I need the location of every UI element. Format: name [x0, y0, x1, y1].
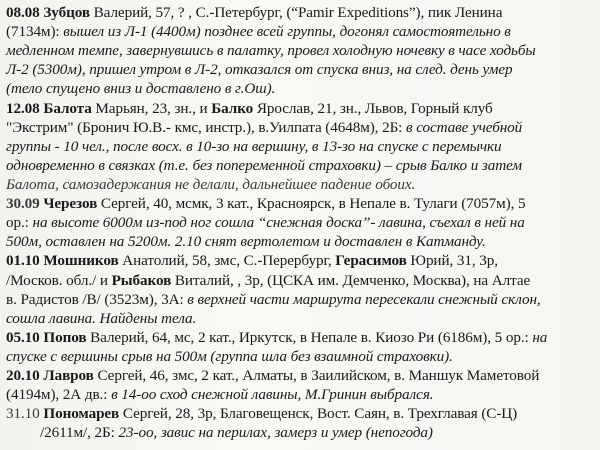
person-name: Зубцов: [43, 4, 90, 21]
text-segment: Марьян, 23, зн., и: [91, 100, 212, 117]
text-segment: Сергей, 40, мсмк, 3 кат., Красноярск, в Непале в. Тулаги (7057м), 5: [97, 195, 526, 212]
text-segment: вышел из Л-1 (4400м) позднее всей группы, догонял самостоятельно в: [63, 23, 511, 40]
text-line: [6, 348, 453, 366]
text-segment: одновременно в связках (т.е. без попеременной страховки): [6, 157, 381, 174]
text-line: [6, 329, 547, 347]
text-segment: спуске с вершины срыв на 500м (группа шла без взаимной страховки).: [6, 348, 453, 365]
person-name: Лавров: [43, 367, 94, 384]
text-line: [6, 272, 530, 290]
text-segment: Валерий, 64, мс, 2 кат., Иркутск, в Непале в. Киозо Ри (6186м), 5 ор.:: [86, 329, 533, 346]
text-segment: Сергей, 28, 3р, Благовещенск, Вост. Саян, в. Трехглавая (С-Ц): [119, 405, 518, 422]
text-line: [6, 23, 511, 41]
text-line: [6, 100, 493, 118]
text-segment: в верхней части маршрута пересекали снежный склон,: [187, 291, 541, 308]
text-line: [6, 4, 502, 22]
text-line: [6, 214, 525, 232]
text-line: [6, 310, 196, 328]
person-name: Попов: [43, 329, 87, 346]
text-segment: (7134м):: [6, 23, 64, 40]
text-segment: Анатолий, 58, змс, С.-Перербург,: [118, 252, 336, 269]
text-segment: Балота, самозадержания не делали, дальнейшее падение обоих.: [6, 176, 416, 193]
text-line: [6, 386, 433, 404]
text-line: [6, 138, 502, 156]
text-segment: медленном темпе, завернувшись в палатку, провел холодную ночевку в часе ходьбы: [6, 42, 536, 59]
text-segment: Виталий, , 3р, (ЦСКА им. Демченко, Москва), на Алтае: [171, 272, 531, 289]
text-segment: в составе учебной: [406, 119, 523, 136]
text-line: [6, 61, 512, 79]
entry-date: 20.10: [6, 367, 44, 384]
text-line: [6, 176, 415, 194]
text-segment: Л-2 (5300м), пришел утром в Л-2, отказался от спуска вниз, на след. день умер: [6, 61, 513, 78]
text-line: [6, 233, 486, 251]
text-segment: 500м, оставлен на 5200м. 2.10 снят вертолетом и доставлен в Катманду.: [6, 233, 486, 250]
text-segment: группы - 10 чел., после восх. в 10-зо на вершину, в 13-зо на спуске с перемычки: [6, 138, 502, 155]
person-name: Черезов: [43, 195, 98, 212]
text-segment: – срыв Балко и затем: [380, 157, 522, 174]
text-segment: Валерий, 57, ? , С.-Петербург, (“Pamir Expeditions”), пик Ленина: [89, 4, 503, 21]
text-segment: Ярослав, 21, зн., Львов, Горный клуб: [253, 100, 493, 117]
entry-date: 01.10: [6, 252, 44, 269]
text-segment: /2611м/, 2Б:: [40, 424, 119, 441]
entry-date: 08.08: [6, 4, 44, 21]
person-name: Герасимов: [335, 252, 407, 269]
entry-date: 05.10: [6, 329, 44, 346]
text-line: [6, 367, 539, 385]
text-segment: сошла лавина. Найдены тела.: [6, 310, 197, 327]
text-segment: в. Радистов /В/ (3523м), 3А:: [6, 291, 188, 308]
text-segment: в 14-оо сход снежной лавины, М.Гринин выбрался.: [111, 386, 434, 403]
person-name: Рыбаков: [111, 272, 172, 289]
text-line: [6, 157, 522, 175]
text-segment: на высоте 6000м из-под ног сошла “снежная доска”- лавина, съехал в ней на: [32, 214, 525, 231]
text-line: [6, 42, 536, 60]
text-line: [6, 195, 526, 213]
text-line: [6, 80, 275, 98]
text-segment: Сергей, 46, змс, 2 кат., Алматы, в Заилийском, в. Маншук Маметовой: [93, 367, 540, 384]
text-line: [6, 405, 517, 423]
text-segment: на: [532, 329, 548, 346]
text-segment: Юрий, 31, 3р,: [406, 252, 498, 269]
text-segment: 31.10: [6, 405, 44, 422]
person-name: Балко: [211, 100, 254, 117]
text-line: [6, 119, 522, 137]
person-name: Балота: [43, 100, 92, 117]
text-segment: 23-оо, завис на перилах, замерз и умер (непогода): [118, 424, 433, 441]
text-segment: (тело спущено вниз и доставлено в г.Ош).: [6, 80, 276, 97]
text-line: [40, 424, 433, 442]
entry-date: 12.08: [6, 100, 44, 117]
person-name: Пономарев: [43, 405, 120, 422]
text-segment: /Москов. обл./ и: [6, 272, 112, 289]
text-line: [6, 291, 541, 309]
text-segment: ор.:: [6, 214, 33, 231]
text-line: [6, 252, 498, 270]
text-segment: "Экстрим" (Бронич Ю.В.- кмс, инстр.), в.Уилпата (4648м), 2Б:: [6, 119, 407, 136]
text-segment: (4194м), 2А дв.:: [6, 386, 112, 403]
entry-date: 30.09: [6, 195, 44, 212]
person-name: Мошников: [43, 252, 119, 269]
